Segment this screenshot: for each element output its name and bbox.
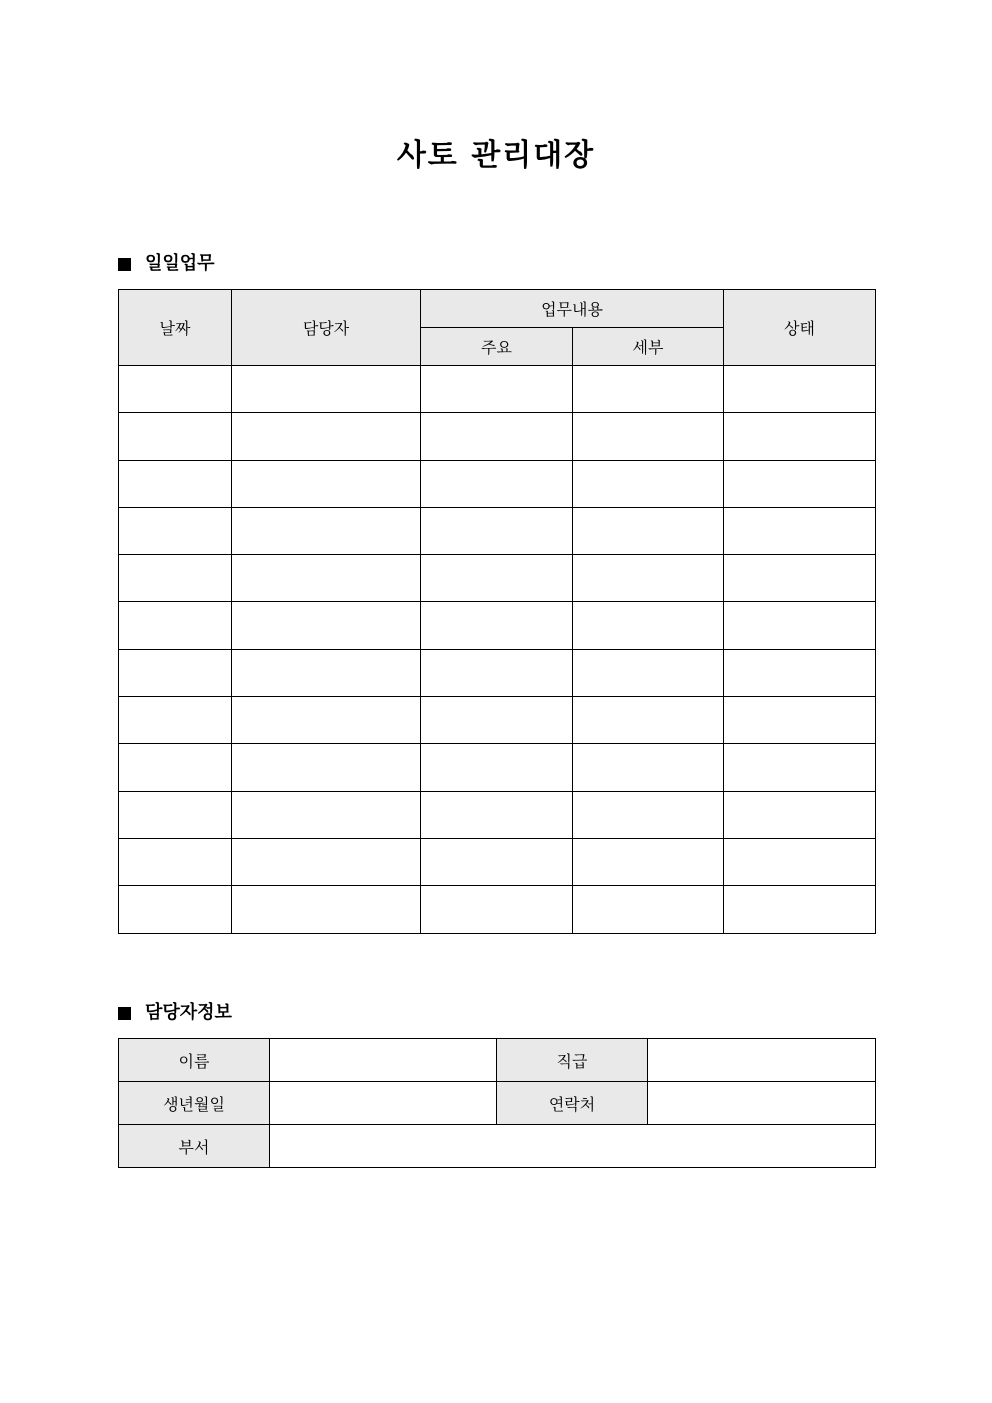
status-cell[interactable] bbox=[724, 744, 876, 791]
label-name: 이름 bbox=[119, 1039, 270, 1082]
detail-cell[interactable] bbox=[573, 697, 724, 744]
detail-cell[interactable] bbox=[573, 460, 724, 507]
manager-info-heading bbox=[118, 1001, 232, 1025]
status-cell[interactable] bbox=[724, 366, 876, 413]
daily-work-heading bbox=[118, 252, 215, 276]
manager-info-heading-label: 담당자정보 bbox=[145, 1002, 232, 1023]
table-row bbox=[119, 507, 876, 554]
date-cell[interactable] bbox=[119, 886, 232, 933]
detail-cell[interactable] bbox=[573, 413, 724, 460]
manager-cell[interactable] bbox=[232, 555, 421, 602]
date-cell[interactable] bbox=[119, 744, 232, 791]
manager-cell[interactable] bbox=[232, 413, 421, 460]
status-cell[interactable] bbox=[724, 460, 876, 507]
header-main: 주요 bbox=[421, 328, 573, 366]
table-row bbox=[119, 366, 876, 413]
status-cell[interactable] bbox=[724, 697, 876, 744]
header-work-content: 업무내용 bbox=[421, 290, 724, 328]
date-cell[interactable] bbox=[119, 366, 232, 413]
manager-cell[interactable] bbox=[232, 838, 421, 885]
label-contact: 연락처 bbox=[497, 1082, 648, 1125]
detail-cell[interactable] bbox=[573, 838, 724, 885]
main-cell[interactable] bbox=[421, 886, 573, 933]
table-row bbox=[119, 886, 876, 933]
header-manager: 담당자 bbox=[232, 290, 421, 366]
label-position: 직급 bbox=[497, 1039, 648, 1082]
main-cell[interactable] bbox=[421, 744, 573, 791]
main-cell[interactable] bbox=[421, 555, 573, 602]
main-cell[interactable] bbox=[421, 366, 573, 413]
main-cell[interactable] bbox=[421, 791, 573, 838]
date-cell[interactable] bbox=[119, 791, 232, 838]
detail-cell[interactable] bbox=[573, 602, 724, 649]
status-cell[interactable] bbox=[724, 649, 876, 696]
info-row bbox=[119, 1125, 876, 1168]
status-cell[interactable] bbox=[724, 791, 876, 838]
date-cell[interactable] bbox=[119, 507, 232, 554]
info-row bbox=[119, 1039, 876, 1082]
date-cell[interactable] bbox=[119, 413, 232, 460]
status-cell[interactable] bbox=[724, 507, 876, 554]
detail-cell[interactable] bbox=[573, 886, 724, 933]
contact-field[interactable] bbox=[648, 1082, 876, 1125]
manager-cell[interactable] bbox=[232, 507, 421, 554]
main-cell[interactable] bbox=[421, 507, 573, 554]
manager-info-table bbox=[118, 1038, 876, 1168]
header-date: 날짜 bbox=[119, 290, 232, 366]
label-birthdate: 생년월일 bbox=[119, 1082, 270, 1125]
table-row bbox=[119, 602, 876, 649]
date-cell[interactable] bbox=[119, 460, 232, 507]
square-bullet-icon bbox=[118, 258, 131, 271]
manager-cell[interactable] bbox=[232, 744, 421, 791]
department-field[interactable] bbox=[270, 1125, 876, 1168]
status-cell[interactable] bbox=[724, 886, 876, 933]
birthdate-field[interactable] bbox=[270, 1082, 497, 1125]
table-row bbox=[119, 460, 876, 507]
label-department: 부서 bbox=[119, 1125, 270, 1168]
date-cell[interactable] bbox=[119, 555, 232, 602]
daily-work-table bbox=[118, 289, 876, 934]
main-cell[interactable] bbox=[421, 838, 573, 885]
document-title: 사토 관리대장 bbox=[396, 138, 596, 173]
square-bullet-icon bbox=[118, 1007, 131, 1020]
position-field[interactable] bbox=[648, 1039, 876, 1082]
table-row bbox=[119, 838, 876, 885]
table-row bbox=[119, 697, 876, 744]
manager-cell[interactable] bbox=[232, 366, 421, 413]
daily-work-heading-label: 일일업무 bbox=[145, 253, 215, 274]
manager-cell[interactable] bbox=[232, 460, 421, 507]
detail-cell[interactable] bbox=[573, 555, 724, 602]
table-row bbox=[119, 555, 876, 602]
manager-cell[interactable] bbox=[232, 649, 421, 696]
header-detail: 세부 bbox=[573, 328, 724, 366]
info-row bbox=[119, 1082, 876, 1125]
main-cell[interactable] bbox=[421, 460, 573, 507]
header-status: 상태 bbox=[724, 290, 876, 366]
manager-cell[interactable] bbox=[232, 697, 421, 744]
table-row bbox=[119, 413, 876, 460]
manager-cell[interactable] bbox=[232, 602, 421, 649]
detail-cell[interactable] bbox=[573, 649, 724, 696]
manager-cell[interactable] bbox=[232, 886, 421, 933]
detail-cell[interactable] bbox=[573, 366, 724, 413]
main-cell[interactable] bbox=[421, 413, 573, 460]
detail-cell[interactable] bbox=[573, 791, 724, 838]
status-cell[interactable] bbox=[724, 555, 876, 602]
main-cell[interactable] bbox=[421, 697, 573, 744]
status-cell[interactable] bbox=[724, 413, 876, 460]
status-cell[interactable] bbox=[724, 602, 876, 649]
name-field[interactable] bbox=[270, 1039, 497, 1082]
table-row bbox=[119, 649, 876, 696]
status-cell[interactable] bbox=[724, 838, 876, 885]
date-cell[interactable] bbox=[119, 838, 232, 885]
table-row bbox=[119, 791, 876, 838]
manager-cell[interactable] bbox=[232, 791, 421, 838]
table-row bbox=[119, 744, 876, 791]
detail-cell[interactable] bbox=[573, 507, 724, 554]
detail-cell[interactable] bbox=[573, 744, 724, 791]
date-cell[interactable] bbox=[119, 602, 232, 649]
main-cell[interactable] bbox=[421, 602, 573, 649]
date-cell[interactable] bbox=[119, 697, 232, 744]
main-cell[interactable] bbox=[421, 649, 573, 696]
date-cell[interactable] bbox=[119, 649, 232, 696]
